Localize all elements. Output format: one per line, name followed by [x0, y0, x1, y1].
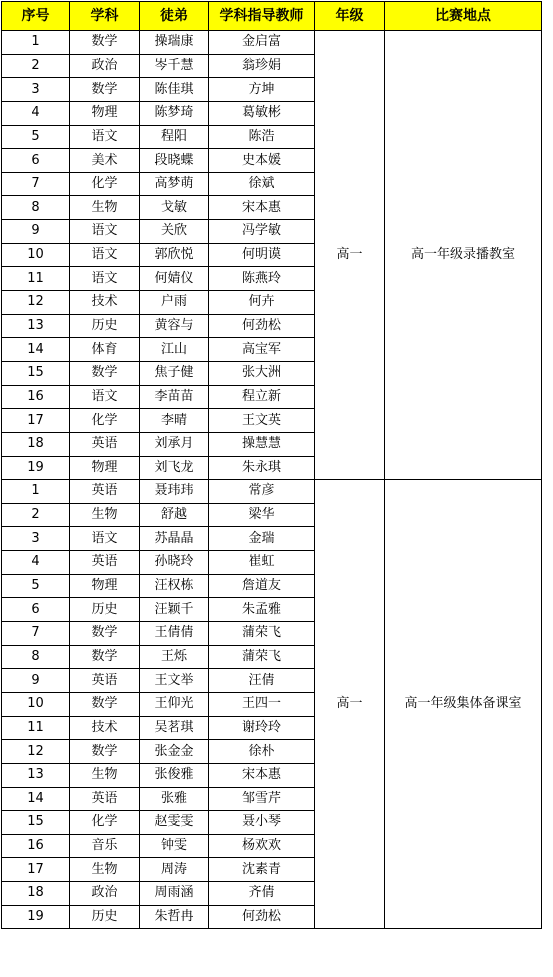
cell-index: 10 — [2, 243, 70, 267]
cell-mentor: 齐倩 — [209, 882, 315, 906]
cell-apprentice: 王烁 — [140, 645, 209, 669]
cell-subject: 政治 — [70, 54, 140, 78]
cell-index: 18 — [2, 882, 70, 906]
cell-subject: 物理 — [70, 101, 140, 125]
cell-apprentice: 陈佳琪 — [140, 78, 209, 102]
cell-mentor: 史本媛 — [209, 149, 315, 173]
cell-index: 12 — [2, 740, 70, 764]
cell-apprentice: 张俊雅 — [140, 763, 209, 787]
cell-subject: 物理 — [70, 456, 140, 480]
cell-apprentice: 黄容与 — [140, 314, 209, 338]
cell-apprentice: 郭欣悦 — [140, 243, 209, 267]
cell-apprentice: 关欣 — [140, 220, 209, 244]
cell-location: 高一年级录播教室 — [385, 31, 542, 480]
header-subject: 学科 — [70, 2, 140, 31]
cell-index: 6 — [2, 149, 70, 173]
cell-index: 4 — [2, 101, 70, 125]
cell-index: 4 — [2, 551, 70, 575]
cell-subject: 生物 — [70, 763, 140, 787]
cell-apprentice: 何婧仪 — [140, 267, 209, 291]
cell-mentor: 王四一 — [209, 692, 315, 716]
cell-mentor: 金启富 — [209, 31, 315, 55]
cell-apprentice: 段晓蝶 — [140, 149, 209, 173]
table-row — [2, 480, 542, 504]
cell-mentor: 蒲荣飞 — [209, 622, 315, 646]
cell-mentor: 何明谟 — [209, 243, 315, 267]
cell-apprentice: 舒越 — [140, 503, 209, 527]
cell-index: 9 — [2, 220, 70, 244]
header-location: 比赛地点 — [385, 2, 542, 31]
cell-index: 5 — [2, 125, 70, 149]
cell-mentor: 葛敏彬 — [209, 101, 315, 125]
cell-subject: 英语 — [70, 480, 140, 504]
header-row — [2, 2, 542, 31]
cell-apprentice: 苏晶晶 — [140, 527, 209, 551]
cell-index: 11 — [2, 716, 70, 740]
cell-apprentice: 焦子健 — [140, 361, 209, 385]
cell-mentor: 朱孟雅 — [209, 598, 315, 622]
cell-index: 17 — [2, 858, 70, 882]
cell-subject: 数学 — [70, 622, 140, 646]
cell-subject: 数学 — [70, 78, 140, 102]
cell-apprentice: 王倩倩 — [140, 622, 209, 646]
cell-index: 1 — [2, 31, 70, 55]
cell-index: 19 — [2, 456, 70, 480]
cell-grade: 高一 — [315, 31, 385, 480]
cell-index: 8 — [2, 645, 70, 669]
cell-mentor: 崔虹 — [209, 551, 315, 575]
cell-subject: 音乐 — [70, 834, 140, 858]
competition-schedule-table — [1, 1, 542, 929]
cell-subject: 历史 — [70, 598, 140, 622]
cell-subject: 英语 — [70, 669, 140, 693]
cell-subject: 技术 — [70, 716, 140, 740]
cell-subject: 数学 — [70, 692, 140, 716]
cell-apprentice: 操瑞康 — [140, 31, 209, 55]
cell-mentor: 蒲荣飞 — [209, 645, 315, 669]
header-grade: 年级 — [315, 2, 385, 31]
cell-subject: 语文 — [70, 220, 140, 244]
header-index: 序号 — [2, 2, 70, 31]
cell-apprentice: 陈梦琦 — [140, 101, 209, 125]
cell-mentor: 陈燕玲 — [209, 267, 315, 291]
cell-index: 13 — [2, 314, 70, 338]
cell-index: 14 — [2, 787, 70, 811]
cell-index: 11 — [2, 267, 70, 291]
cell-index: 3 — [2, 78, 70, 102]
cell-index: 7 — [2, 622, 70, 646]
cell-subject: 美术 — [70, 149, 140, 173]
cell-index: 5 — [2, 574, 70, 598]
cell-subject: 化学 — [70, 409, 140, 433]
cell-apprentice: 李苗苗 — [140, 385, 209, 409]
cell-subject: 历史 — [70, 905, 140, 929]
cell-index: 2 — [2, 54, 70, 78]
cell-mentor: 陈浩 — [209, 125, 315, 149]
cell-mentor: 聂小琴 — [209, 811, 315, 835]
header-apprentice: 徒弟 — [140, 2, 209, 31]
cell-subject: 政治 — [70, 882, 140, 906]
cell-subject: 生物 — [70, 858, 140, 882]
cell-mentor: 谢玲玲 — [209, 716, 315, 740]
cell-mentor: 王文英 — [209, 409, 315, 433]
cell-grade: 高一 — [315, 480, 385, 929]
cell-subject: 生物 — [70, 196, 140, 220]
cell-apprentice: 江山 — [140, 338, 209, 362]
cell-apprentice: 王文举 — [140, 669, 209, 693]
cell-apprentice: 岑千慧 — [140, 54, 209, 78]
cell-apprentice: 刘飞龙 — [140, 456, 209, 480]
cell-mentor: 杨欢欢 — [209, 834, 315, 858]
cell-mentor: 汪倩 — [209, 669, 315, 693]
cell-apprentice: 户雨 — [140, 291, 209, 315]
cell-apprentice: 朱哲冉 — [140, 905, 209, 929]
cell-mentor: 何劲松 — [209, 905, 315, 929]
cell-subject: 技术 — [70, 291, 140, 315]
cell-subject: 语文 — [70, 385, 140, 409]
cell-subject: 英语 — [70, 432, 140, 456]
cell-mentor: 宋本惠 — [209, 196, 315, 220]
cell-mentor: 翁珍娟 — [209, 54, 315, 78]
cell-mentor: 冯学敏 — [209, 220, 315, 244]
cell-apprentice: 孙晓玲 — [140, 551, 209, 575]
cell-apprentice: 李晴 — [140, 409, 209, 433]
cell-apprentice: 刘承月 — [140, 432, 209, 456]
cell-apprentice: 张雅 — [140, 787, 209, 811]
cell-mentor: 金瑞 — [209, 527, 315, 551]
cell-index: 12 — [2, 291, 70, 315]
cell-apprentice: 汪颖千 — [140, 598, 209, 622]
cell-subject: 化学 — [70, 811, 140, 835]
cell-mentor: 何卉 — [209, 291, 315, 315]
cell-apprentice: 王仰光 — [140, 692, 209, 716]
cell-mentor: 程立新 — [209, 385, 315, 409]
cell-mentor: 宋本惠 — [209, 763, 315, 787]
table-row — [2, 31, 542, 55]
cell-subject: 数学 — [70, 740, 140, 764]
cell-apprentice: 张金金 — [140, 740, 209, 764]
cell-apprentice: 程阳 — [140, 125, 209, 149]
cell-index: 19 — [2, 905, 70, 929]
cell-mentor: 徐斌 — [209, 172, 315, 196]
cell-index: 15 — [2, 811, 70, 835]
cell-subject: 语文 — [70, 243, 140, 267]
cell-subject: 语文 — [70, 267, 140, 291]
cell-index: 14 — [2, 338, 70, 362]
cell-apprentice: 吴茗琪 — [140, 716, 209, 740]
cell-mentor: 徐朴 — [209, 740, 315, 764]
cell-mentor: 朱永琪 — [209, 456, 315, 480]
cell-mentor: 高宝军 — [209, 338, 315, 362]
cell-subject: 化学 — [70, 172, 140, 196]
cell-index: 10 — [2, 692, 70, 716]
header-mentor: 学科指导教师 — [209, 2, 315, 31]
cell-mentor: 常彦 — [209, 480, 315, 504]
cell-index: 13 — [2, 763, 70, 787]
cell-subject: 体育 — [70, 338, 140, 362]
cell-subject: 英语 — [70, 787, 140, 811]
cell-index: 15 — [2, 361, 70, 385]
cell-apprentice: 聂玮玮 — [140, 480, 209, 504]
cell-index: 18 — [2, 432, 70, 456]
table-body — [2, 31, 542, 929]
cell-index: 17 — [2, 409, 70, 433]
cell-index: 3 — [2, 527, 70, 551]
cell-mentor: 张大洲 — [209, 361, 315, 385]
cell-apprentice: 戈敏 — [140, 196, 209, 220]
cell-apprentice: 周雨涵 — [140, 882, 209, 906]
cell-subject: 物理 — [70, 574, 140, 598]
cell-mentor: 梁华 — [209, 503, 315, 527]
cell-mentor: 邹雪芹 — [209, 787, 315, 811]
cell-apprentice: 周涛 — [140, 858, 209, 882]
cell-index: 9 — [2, 669, 70, 693]
cell-subject: 数学 — [70, 31, 140, 55]
cell-index: 16 — [2, 834, 70, 858]
cell-index: 7 — [2, 172, 70, 196]
cell-apprentice: 高梦萌 — [140, 172, 209, 196]
cell-subject: 英语 — [70, 551, 140, 575]
cell-mentor: 沈素青 — [209, 858, 315, 882]
cell-mentor: 操慧慧 — [209, 432, 315, 456]
cell-subject: 数学 — [70, 645, 140, 669]
cell-index: 6 — [2, 598, 70, 622]
cell-subject: 语文 — [70, 527, 140, 551]
cell-mentor: 方坤 — [209, 78, 315, 102]
cell-index: 2 — [2, 503, 70, 527]
cell-index: 16 — [2, 385, 70, 409]
cell-location: 高一年级集体备课室 — [385, 480, 542, 929]
cell-subject: 生物 — [70, 503, 140, 527]
cell-index: 1 — [2, 480, 70, 504]
cell-mentor: 詹道友 — [209, 574, 315, 598]
cell-mentor: 何劲松 — [209, 314, 315, 338]
cell-apprentice: 钟雯 — [140, 834, 209, 858]
table-header — [2, 2, 542, 31]
cell-apprentice: 赵雯雯 — [140, 811, 209, 835]
cell-index: 8 — [2, 196, 70, 220]
cell-subject: 历史 — [70, 314, 140, 338]
cell-subject: 语文 — [70, 125, 140, 149]
cell-apprentice: 汪权栋 — [140, 574, 209, 598]
cell-subject: 数学 — [70, 361, 140, 385]
